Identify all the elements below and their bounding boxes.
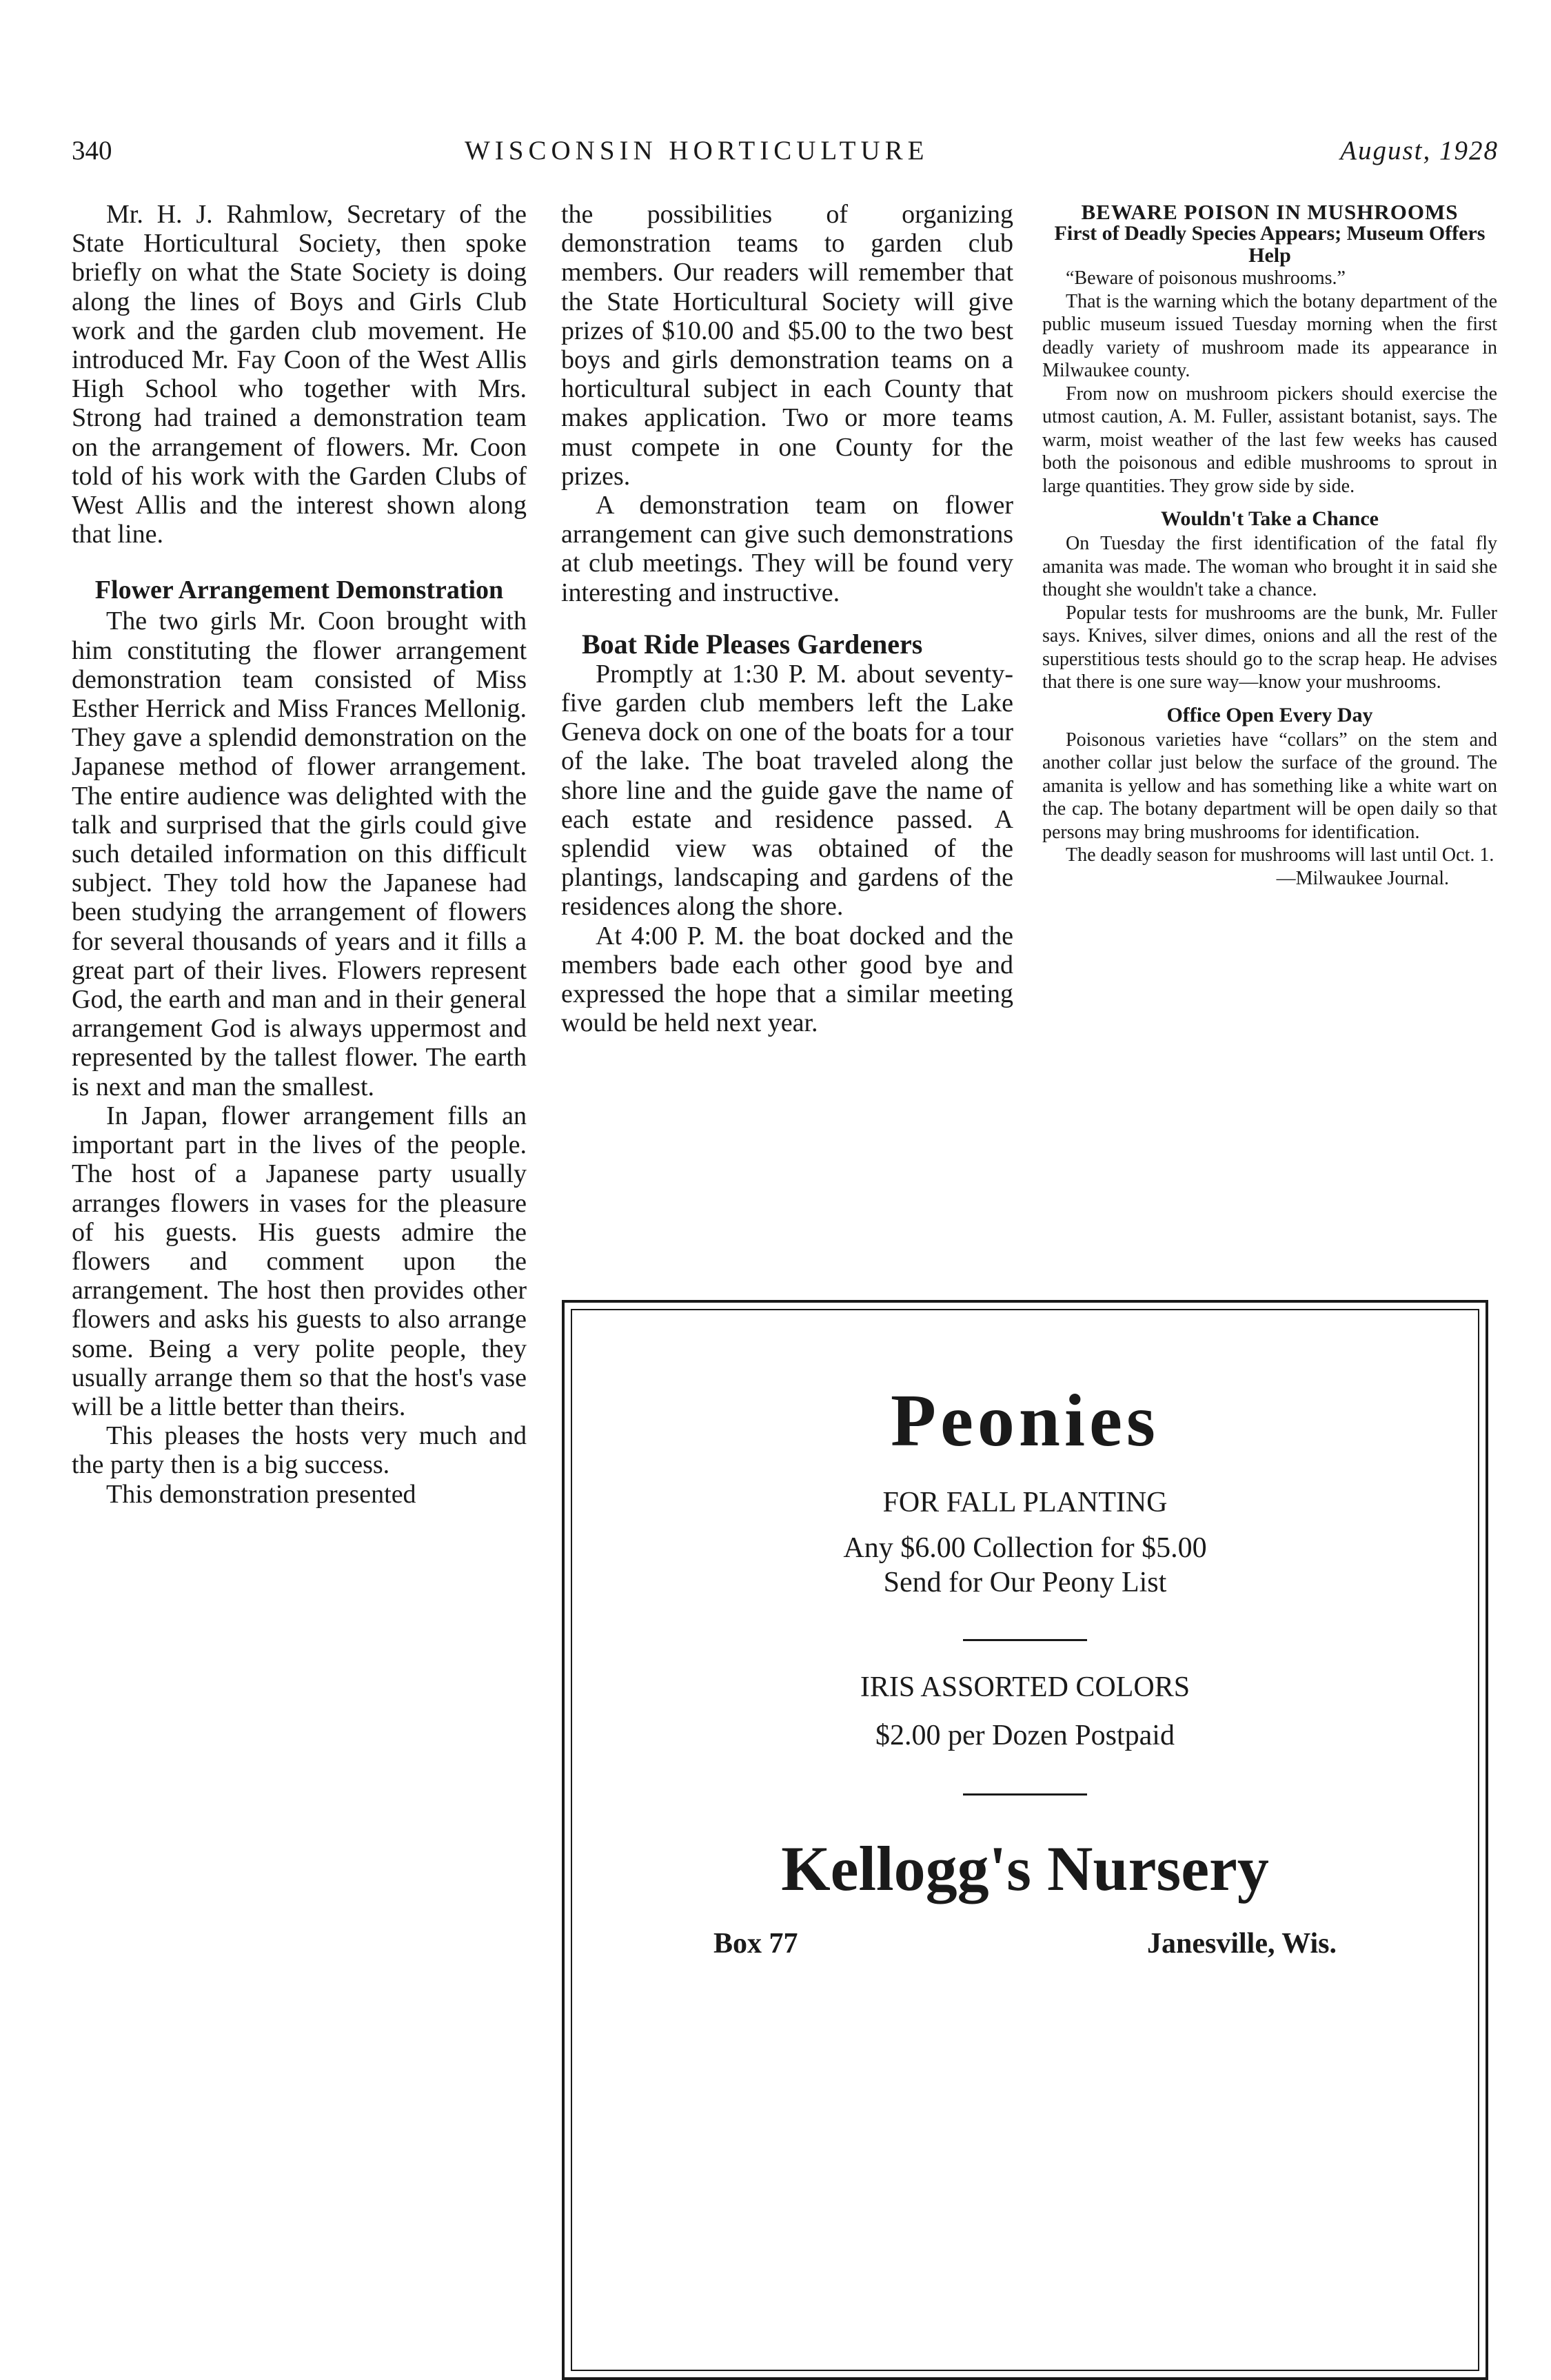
section-heading-flower-arrangement: Flower Arrangement Demonstration [94, 576, 504, 605]
article-credit: —Milwaukee Journal. [1276, 867, 1449, 889]
column-1 [72, 200, 527, 1509]
subheading-wouldnt-take-chance: Wouldn't Take a Chance [1161, 507, 1379, 530]
ad-iris-price: $2.00 per Dozen Postpaid [875, 1720, 1175, 1751]
paragraph: This pleases the hosts very much and the party then is a big success. [72, 1421, 527, 1480]
subheading-office-open: Office Open Every Day [1166, 703, 1373, 726]
paragraph: This demonstration presented [106, 1479, 416, 1509]
ad-iris-colors: IRIS ASSORTED COLORS [860, 1671, 1190, 1703]
peonies-advertisement [562, 1300, 1488, 2380]
page-header [72, 135, 1499, 176]
issue-date: August, 1928 [1340, 136, 1499, 165]
paragraph: In Japan, flower arrangement fills an important part in the lives of the people. The host of a Japanese party usually arranges flowers in vases for the pleasure of his guests. His guests admire the flowers and comment upon the arrangement. The host then provides other flowers and asks his guests to also arrange some. Being a very polite people, they usually arrange them so that the host's vase will be a little better than theirs. [72, 1101, 527, 1421]
paragraph: Promptly at 1:30 P. M. about seventy-five garden club members left the Lake Geneva dock on one of the boats for a tour of the lake. The boat traveled along the shore line and the guide gave the name of each estate and residence passed. A splendid view was obtained of the plantings, landscaping and gardens of the residences along the shore. [561, 659, 1013, 922]
paragraph: Mr. H. J. Rahmlow, Secretary of the State Horticultural Society, then spoke briefly on what the State Society is doing along the lines of Boys and Girls Club work and the garden club movement. He introduced Mr. Fay Coon of the West Allis High School who together with Mrs. Strong had trained a demonstration team on the arrangement of flowers. Mr. Coon told of his work with the Garden Clubs of West Allis and the interest shown along that line. [72, 200, 527, 549]
article-headline: BEWARE POISON IN MUSHROOMS [1081, 200, 1459, 224]
article-subheadline: First of Deadly Species Appears; Museum Offers Help [1054, 222, 1486, 267]
ad-collection-offer: Any $6.00 Collection for $5.00 [843, 1532, 1207, 1564]
journal-title: WISCONSIN HORTICULTURE [465, 136, 929, 165]
page-number: 340 [72, 136, 112, 165]
paragraph: Poisonous varieties have “collars” on the stem and another collar just below the surface of the ground. The amanita is yellow and has something like a white wart on the cap. The botany department will be open daily so that persons may bring mushrooms for identification. [1042, 729, 1497, 843]
ad-divider [963, 1639, 1087, 1641]
ad-town: Janesville, Wis. [1147, 1928, 1337, 1960]
ad-peony-list: Send for Our Peony List [883, 1567, 1167, 1598]
ad-nursery-name: Kellogg's Nursery [781, 1833, 1269, 1904]
paragraph: That is the warning which the botany department of the public museum issued Tuesday morning when the first deadly variety of mushroom made its appearance in Milwaukee county. [1042, 290, 1497, 381]
section-heading-boat-ride: Boat Ride Pleases Gardeners [582, 628, 923, 660]
paragraph: From now on mushroom pickers should exercise the utmost caution, A. M. Fuller, assistant botanist, says. The warm, moist weather of the last few weeks has caused both the poisonous and edible mushrooms to sprout in large quantities. They grow side by side. [1042, 383, 1497, 497]
column-3 [1042, 201, 1497, 890]
paragraph: Popular tests for mushrooms are the bunk, Mr. Fuller says. Knives, silver dimes, onions and all the rest of the superstitious tests should go to the scrap heap. He advises that there is one sure way—know your mushrooms. [1042, 602, 1497, 693]
paragraph: A demonstration team on flower arrangement can give such demonstrations at club meetings. They will be found very interesting and instructive. [561, 491, 1013, 607]
ad-fall-planting: FOR FALL PLANTING [882, 1487, 1168, 1518]
paragraph: At 4:00 P. M. the boat docked and the members bade each other good bye and expressed the hope that a similar meeting would be held next year. [561, 921, 1013, 1038]
paragraph: The deadly season for mushrooms will last until Oct. 1. [1066, 844, 1494, 866]
paragraph: “Beware of poisonous mushrooms.” [1066, 267, 1346, 289]
paragraph: The two girls Mr. Coon brought with him constituting the flower arrangement demonstration team consisted of Miss Esther Herrick and Miss Frances Mellonig. They gave a splendid demonstration on the Japanese method of flower arrangement. The entire audience was delighted with the talk and surprised that the girls could give such detailed information on this difficult subject. They told how the Japanese had been studying the arrangement of flowers for several thousands of years and it fills a great part of their lives. Flowers represent God, the earth and man and in their general arrangement God is always uppermost and represented by the tallest flower. The earth is next and man the smallest. [72, 607, 527, 1101]
ad-divider [963, 1793, 1087, 1796]
ad-box-number: Box 77 [713, 1928, 798, 1960]
ad-title: Peonies [891, 1380, 1159, 1462]
paragraph: On Tuesday the first identification of the fatal fly amanita was made. The woman who brought it in said she thought she wouldn't take a chance. [1042, 533, 1497, 600]
paragraph: the possibilities of organizing demonstration teams to garden club members. Our readers will remember that the State Horticultural Society will give prizes of $10.00 and $5.00 to the two best boys and girls demonstration teams on a horticultural subject in each County that makes application. Two or more teams must compete in one County for the prizes. [561, 200, 1013, 491]
column-2 [561, 200, 1013, 1037]
